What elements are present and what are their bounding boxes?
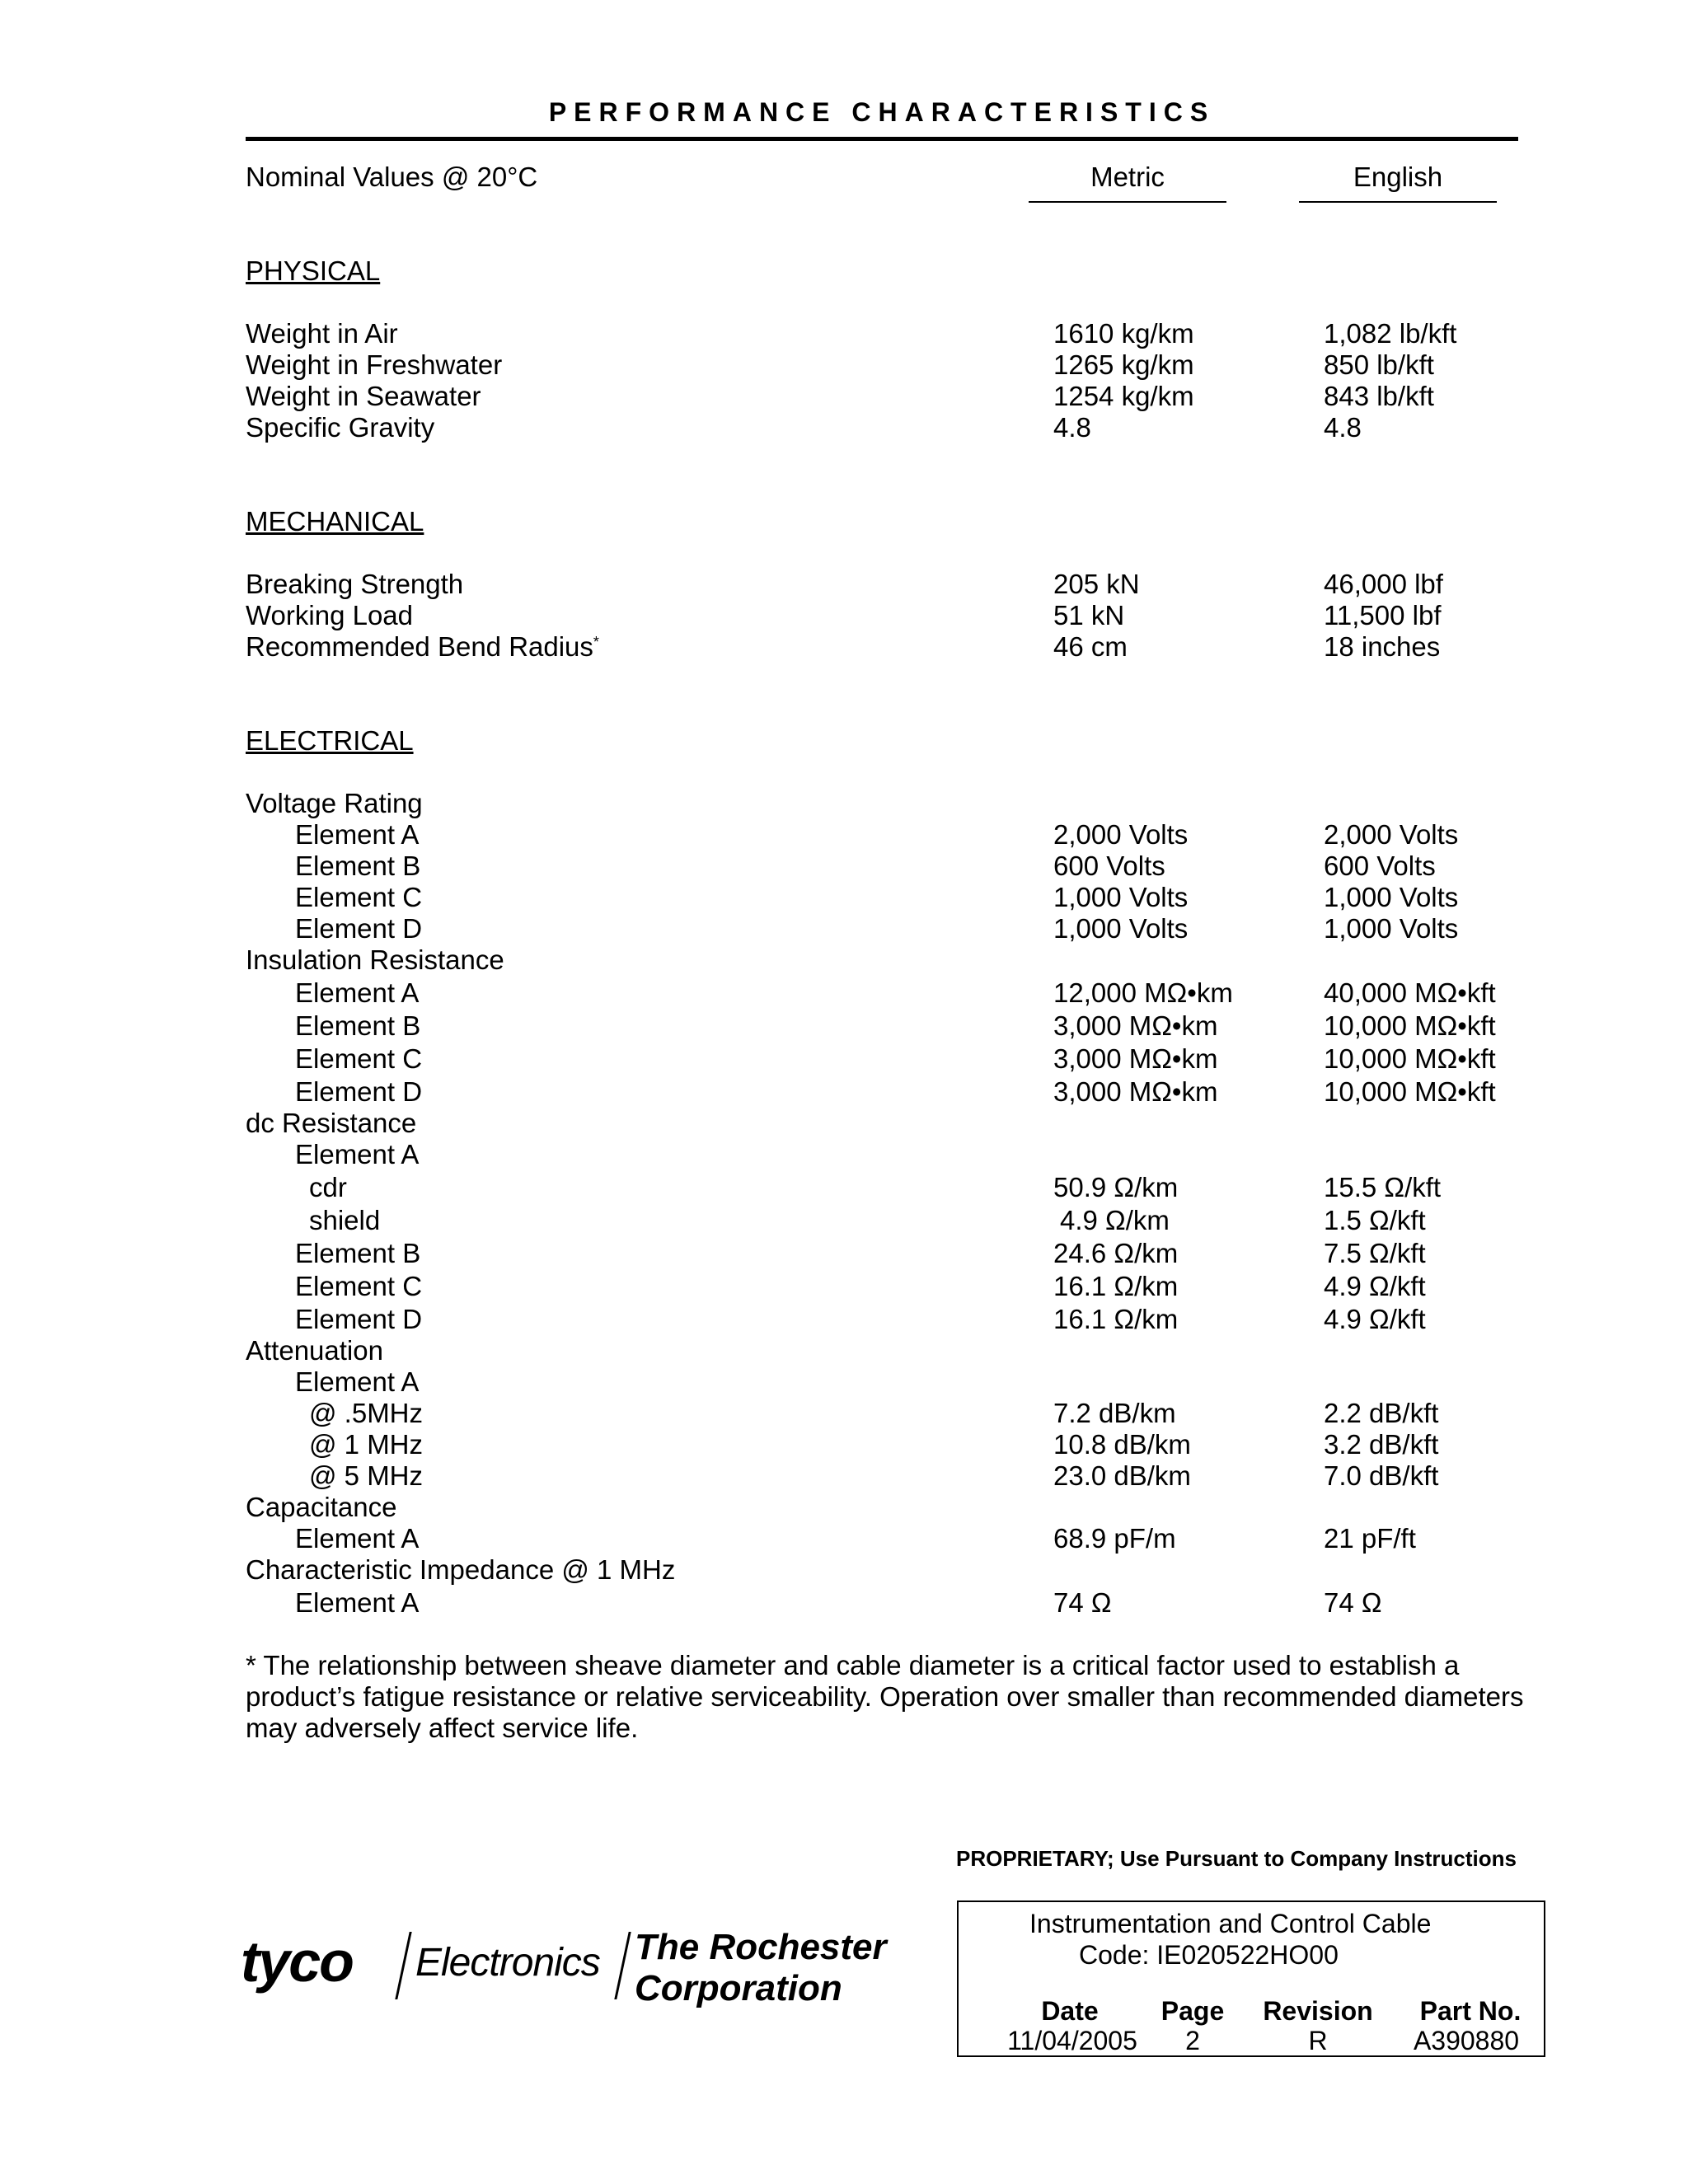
row-label: dc Resistance — [246, 1108, 417, 1138]
revision-header: Revision — [1263, 1996, 1373, 2026]
row-metric-value: 3,000 MΩ•km — [1053, 1043, 1218, 1074]
logo-divider — [395, 1932, 411, 1999]
row-label: Element A — [295, 1366, 420, 1397]
logo-divider — [614, 1932, 631, 1999]
row-metric-value: 1265 kg/km — [1053, 349, 1194, 380]
row-english-value: 4.9 Ω/kft — [1324, 1271, 1426, 1301]
date-header: Date — [1041, 1996, 1099, 2026]
product-code: Code: IE020522HO00 — [1079, 1940, 1339, 1970]
row-label: Element C — [295, 882, 423, 912]
page-value: 2 — [1185, 2026, 1200, 2055]
row-label: shield — [309, 1205, 381, 1235]
row-label: Element A — [295, 977, 420, 1008]
row-metric-value: 3,000 MΩ•km — [1053, 1010, 1218, 1041]
date-value: 11/04/2005 — [1007, 2026, 1137, 2055]
logo-electronics-word: Electronics — [415, 1941, 600, 1985]
row-label: Weight in Freshwater — [246, 349, 503, 380]
section-mechanical: MECHANICAL — [246, 506, 424, 537]
footnote-marker: * — [593, 634, 599, 650]
row-english-value: 46,000 lbf — [1324, 569, 1443, 599]
row-english-value: 1.5 Ω/kft — [1324, 1205, 1426, 1235]
row-english-value: 74 Ω — [1324, 1587, 1382, 1618]
row-metric-value: 16.1 Ω/km — [1053, 1304, 1179, 1334]
english-column-header: English — [1353, 162, 1443, 192]
title-rule — [246, 137, 1518, 141]
row-metric-value: 4.9 Ω/km — [1060, 1205, 1170, 1235]
company-logo — [241, 1925, 892, 2016]
row-metric-value: 68.9 pF/m — [1053, 1523, 1176, 1554]
row-metric-value: 4.8 — [1053, 412, 1091, 443]
row-label: Element A — [295, 1139, 420, 1169]
row-label: Recommended Bend Radius* — [246, 631, 599, 662]
row-label: Element D — [295, 1076, 423, 1107]
row-metric-value: 1,000 Volts — [1053, 913, 1189, 944]
row-english-value: 10,000 MΩ•kft — [1324, 1076, 1496, 1107]
row-english-value: 600 Volts — [1324, 851, 1436, 881]
row-metric-value: 24.6 Ω/km — [1053, 1238, 1179, 1268]
row-english-value: 4.9 Ω/kft — [1324, 1304, 1426, 1334]
section-physical: PHYSICAL — [246, 255, 381, 286]
row-metric-value: 74 Ω — [1053, 1587, 1112, 1618]
row-english-value: 10,000 MΩ•kft — [1324, 1010, 1496, 1041]
row-english-value: 1,000 Volts — [1324, 913, 1459, 944]
document-info-box — [957, 1900, 1545, 2057]
row-label: Element A — [295, 1523, 420, 1554]
row-metric-value: 51 kN — [1053, 600, 1125, 630]
row-english-value: 11,500 lbf — [1324, 600, 1442, 630]
tyco-logo-word: tyco — [241, 1929, 353, 1994]
footnote: * The relationship between sheave diameter and cable diameter is a critical factor used to establish a product’s fatigue resistance or relative serviceability. Operation over smaller than recommended diameters may adversely affect service life. — [246, 1650, 1524, 1743]
part-number-value: A390880 — [1413, 2026, 1520, 2055]
revision-value: R — [1308, 2026, 1328, 2055]
row-label: Element A — [295, 819, 420, 850]
row-english-value: 40,000 MΩ•kft — [1324, 977, 1496, 1008]
row-metric-value: 3,000 MΩ•km — [1053, 1076, 1218, 1107]
row-label: Attenuation — [246, 1335, 383, 1366]
row-metric-value: 10.8 dB/km — [1053, 1429, 1191, 1460]
row-label: @ 5 MHz — [309, 1460, 424, 1491]
row-metric-value: 600 Volts — [1053, 851, 1165, 881]
row-english-value: 3.2 dB/kft — [1324, 1429, 1439, 1460]
page-title: PERFORMANCE CHARACTERISTICS — [548, 97, 1216, 127]
row-label: Element A — [295, 1587, 420, 1618]
row-metric-value: 1610 kg/km — [1053, 318, 1194, 349]
row-label: Element B — [295, 851, 421, 881]
row-label: Breaking Strength — [246, 569, 464, 599]
row-english-value: 7.0 dB/kft — [1324, 1460, 1439, 1491]
row-metric-value: 205 kN — [1053, 569, 1140, 599]
metric-header-rule — [1029, 201, 1226, 203]
row-label: Characteristic Impedance @ 1 MHz — [246, 1554, 676, 1585]
row-english-value: 18 inches — [1324, 631, 1441, 662]
row-label: Working Load — [246, 600, 414, 630]
row-label: Weight in Air — [246, 318, 398, 349]
row-label: Voltage Rating — [246, 788, 423, 818]
row-label: Element C — [295, 1271, 423, 1301]
row-label: Element B — [295, 1010, 421, 1041]
row-label: Specific Gravity — [246, 412, 435, 443]
logo-company-line2: Corporation — [635, 1968, 842, 2008]
row-english-value: 10,000 MΩ•kft — [1324, 1043, 1496, 1074]
part-number-header: Part No. — [1419, 1996, 1522, 2026]
row-metric-value: 7.2 dB/km — [1053, 1398, 1176, 1428]
section-electrical: ELECTRICAL — [246, 725, 414, 756]
row-english-value: 2,000 Volts — [1324, 819, 1459, 850]
row-english-value: 21 pF/ft — [1324, 1523, 1416, 1554]
nominal-values-label: Nominal Values @ 20°C — [246, 162, 538, 192]
row-metric-value: 23.0 dB/km — [1053, 1460, 1191, 1491]
metric-column-header: Metric — [1090, 162, 1165, 192]
row-label: Insulation Resistance — [246, 944, 504, 975]
row-metric-value: 46 cm — [1053, 631, 1128, 662]
row-english-value: 850 lb/kft — [1324, 349, 1434, 380]
row-label: Element C — [295, 1043, 423, 1074]
row-english-value: 7.5 Ω/kft — [1324, 1238, 1426, 1268]
row-english-value: 843 lb/kft — [1324, 381, 1434, 411]
row-english-value: 1,082 lb/kft — [1324, 318, 1457, 349]
row-label: Element B — [295, 1238, 421, 1268]
row-label: Element D — [295, 1304, 423, 1334]
row-english-value: 15.5 Ω/kft — [1324, 1172, 1442, 1202]
logo-company-line1: The Rochester — [635, 1927, 887, 1967]
page-header: Page — [1160, 1996, 1225, 2026]
row-metric-value: 50.9 Ω/km — [1053, 1172, 1179, 1202]
row-label: cdr — [309, 1172, 347, 1202]
product-name: Instrumentation and Control Cable — [1029, 1909, 1432, 1938]
row-metric-value: 16.1 Ω/km — [1053, 1271, 1179, 1301]
row-english-value: 4.8 — [1324, 412, 1362, 443]
row-metric-value: 1,000 Volts — [1053, 882, 1189, 912]
english-header-rule — [1299, 201, 1497, 203]
row-metric-value: 1254 kg/km — [1053, 381, 1194, 411]
row-english-value: 2.2 dB/kft — [1324, 1398, 1439, 1428]
row-label: @ .5MHz — [309, 1398, 424, 1428]
row-english-value: 1,000 Volts — [1324, 882, 1459, 912]
row-label: Capacitance — [246, 1492, 397, 1522]
row-label: @ 1 MHz — [309, 1429, 424, 1460]
row-metric-value: 2,000 Volts — [1053, 819, 1189, 850]
proprietary-notice: PROPRIETARY; Use Pursuant to Company Instructions — [956, 1846, 1517, 1871]
row-label: Weight in Seawater — [246, 381, 481, 411]
row-metric-value: 12,000 MΩ•km — [1053, 977, 1233, 1008]
row-label: Element D — [295, 913, 423, 944]
